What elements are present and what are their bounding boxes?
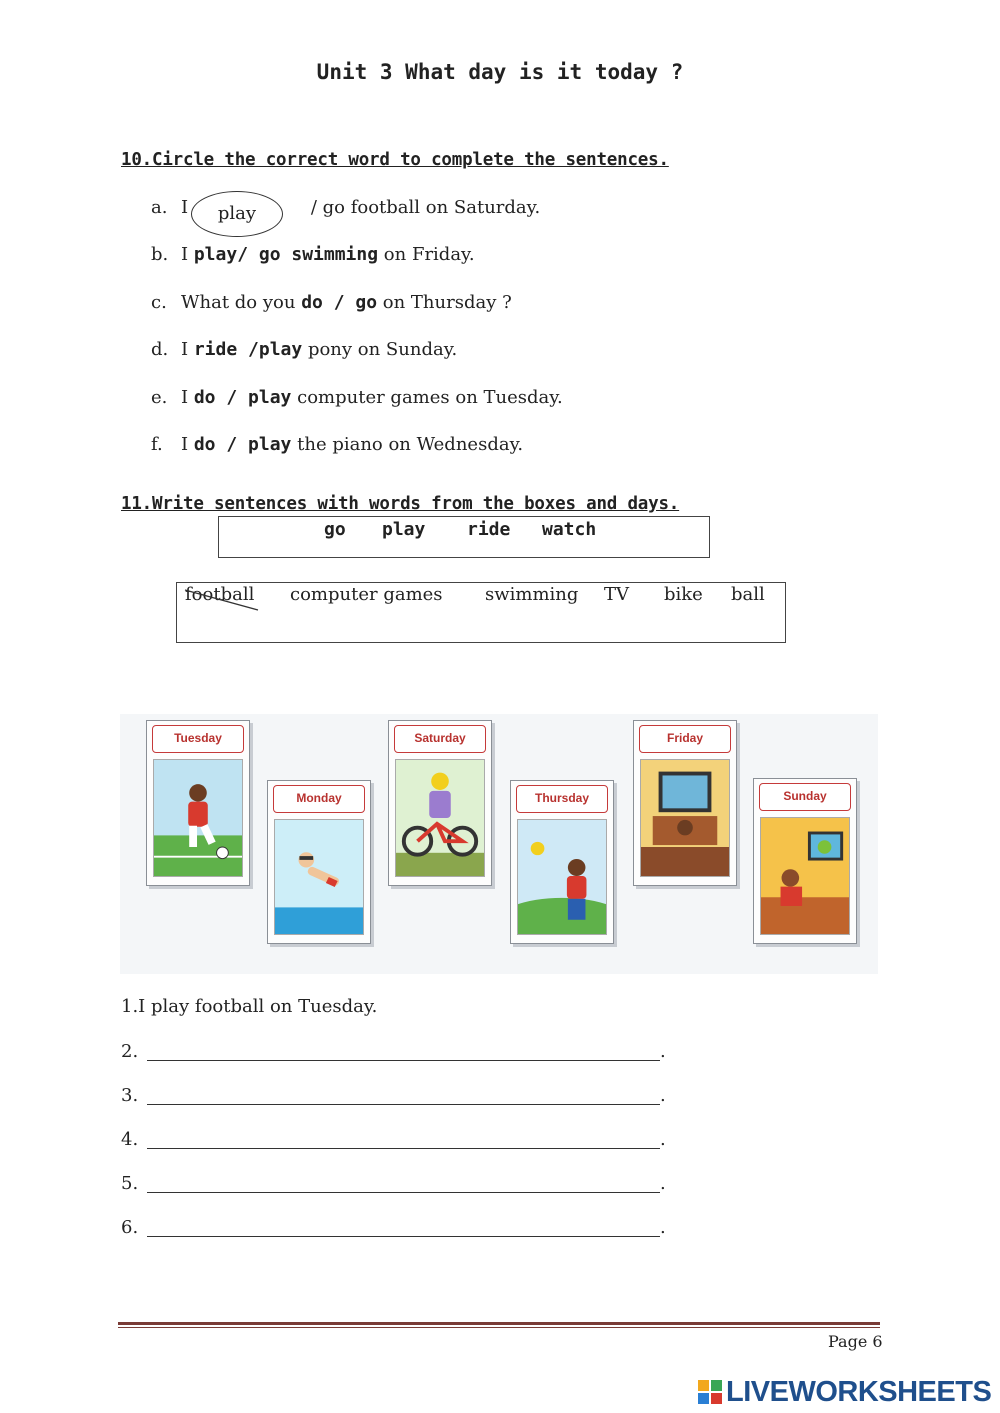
exercise-11-heading: 11.Write sentences with words from the boxes and days.: [121, 494, 680, 514]
computer-games-picture: [640, 759, 730, 877]
word-choice[interactable]: do / play: [193, 434, 292, 455]
verb-box: [218, 516, 710, 558]
page-title: Unit 3 What day is it today ?: [316, 60, 684, 84]
card-friday: [633, 720, 737, 886]
noun-tv: TV: [604, 584, 630, 605]
verb-watch: watch: [542, 519, 597, 540]
footer-rule: [118, 1322, 880, 1325]
noun-computer-games: computer games: [290, 584, 443, 605]
item-pre: I: [181, 244, 194, 265]
swimming-picture: [274, 819, 364, 935]
card-day-label: Thursday: [516, 785, 608, 813]
verb-play: play: [382, 519, 426, 540]
circled-word: play: [217, 203, 257, 224]
sentence-e: [151, 387, 563, 408]
item-letter: d.: [151, 339, 169, 360]
ball-picture: [517, 819, 607, 935]
item-post: / go football on Saturday.: [310, 197, 541, 218]
answer-end: .: [660, 1129, 666, 1150]
answer-line-5[interactable]: [147, 1192, 660, 1193]
noun-box: [176, 582, 786, 643]
sentence-f: [151, 434, 523, 455]
item-post: pony on Sunday.: [302, 339, 458, 360]
answer-line-3[interactable]: [147, 1104, 660, 1105]
tv-picture: [760, 817, 850, 935]
page-number: Page 6: [828, 1332, 883, 1351]
footer-rule-thin: [118, 1327, 880, 1328]
answer-end: .: [660, 1041, 666, 1062]
answer-line-2[interactable]: [147, 1060, 660, 1061]
card-day-label: Monday: [273, 785, 365, 813]
item-pre: What do you: [181, 292, 302, 313]
item-letter: e.: [151, 387, 168, 408]
word-choice[interactable]: play/ go swimming: [193, 244, 379, 265]
item-post: on Friday.: [378, 244, 475, 265]
bike-picture: [395, 759, 485, 877]
answer-number: 5.: [121, 1173, 139, 1194]
day-cards-illustration: [120, 714, 878, 974]
card-day-label: Sunday: [759, 783, 851, 811]
item-post: computer games on Tuesday.: [291, 387, 563, 408]
item-letter: f.: [151, 434, 163, 455]
example-answer: 1.I play football on Tuesday.: [121, 996, 378, 1017]
item-letter: c.: [151, 292, 167, 313]
item-pre: I: [181, 387, 194, 408]
noun-football: football: [185, 584, 255, 605]
word-choice[interactable]: do / go: [301, 292, 378, 313]
verb-ride: ride: [467, 519, 511, 540]
noun-swimming: swimming: [485, 584, 579, 605]
answer-number: 3.: [121, 1085, 139, 1106]
item-letter: b.: [151, 244, 169, 265]
answer-number: 4.: [121, 1129, 139, 1150]
card-day-label: Saturday: [394, 725, 486, 753]
sentence-c: [151, 292, 512, 313]
card-thursday: [510, 780, 614, 944]
verb-go: go: [324, 519, 346, 540]
football-picture: [153, 759, 243, 877]
liveworksheets-logo-icon: [698, 1380, 722, 1404]
answer-end: .: [660, 1085, 666, 1106]
item-post: the piano on Wednesday.: [291, 434, 524, 455]
item-post: on Thursday ?: [377, 292, 512, 313]
item-pre: I: [181, 197, 194, 218]
answer-line-4[interactable]: [147, 1148, 660, 1149]
card-monday: [267, 780, 371, 944]
item-pre: I: [181, 434, 194, 455]
answer-end: .: [660, 1173, 666, 1194]
brand-name[interactable]: LIVEWORKSHEETS: [726, 1376, 992, 1408]
card-day-label: Tuesday: [152, 725, 244, 753]
card-day-label: Friday: [639, 725, 731, 753]
answer-number: 6.: [121, 1217, 139, 1238]
crossed-out-mark: [184, 588, 260, 612]
sentence-b: [151, 244, 475, 265]
card-saturday: [388, 720, 492, 886]
noun-ball: ball: [731, 584, 765, 605]
sentence-a: [151, 197, 540, 218]
answer-line-6[interactable]: [147, 1236, 660, 1237]
noun-bike: bike: [664, 584, 703, 605]
word-choice[interactable]: ride /play: [193, 339, 303, 360]
word-choice[interactable]: do / play: [193, 387, 292, 408]
card-sunday: [753, 778, 857, 944]
item-pre: I: [181, 339, 194, 360]
answer-number: 2.: [121, 1041, 139, 1062]
card-tuesday: [146, 720, 250, 886]
sentence-d: [151, 339, 457, 360]
answer-end: .: [660, 1217, 666, 1238]
exercise-10-heading: 10.Circle the correct word to complete the sentences.: [121, 150, 669, 170]
item-letter: a.: [151, 197, 168, 218]
